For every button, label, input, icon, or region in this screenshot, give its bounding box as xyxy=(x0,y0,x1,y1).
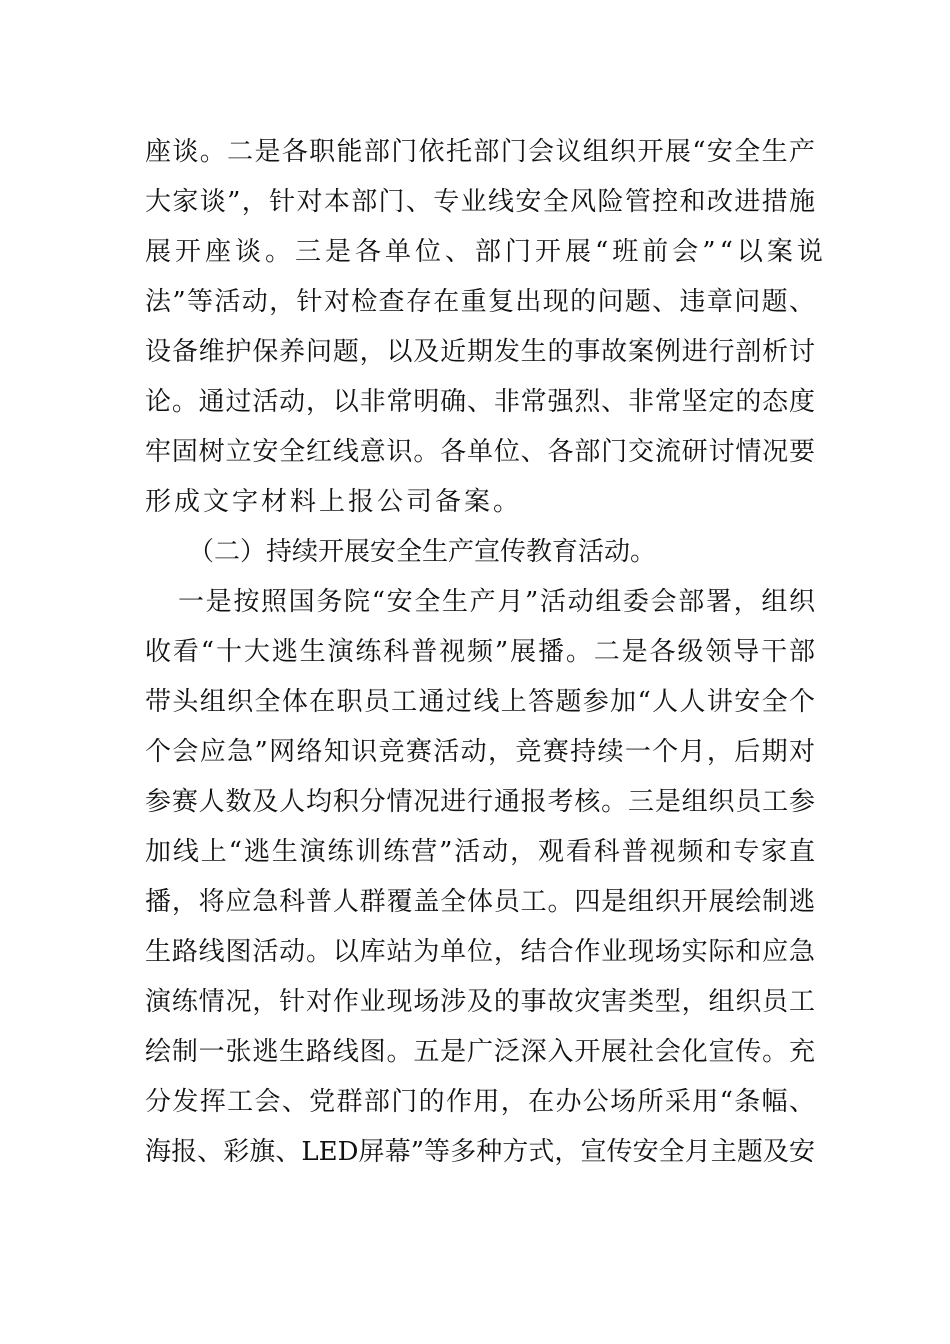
text-line: 论。通过活动，以非常明确、非常强烈、非常坚定的态度 xyxy=(145,387,815,417)
text-line: 法”等活动，针对检查存在重复出现的问题、违章问题、 xyxy=(145,287,815,317)
text-line: 牢固树立安全红线意识。各单位、各部门交流研讨情况要 xyxy=(145,437,815,467)
text-line: 一是按照国务院“安全生产月”活动组委会部署，组织 xyxy=(178,587,815,617)
text-line: 形成文字材料上报公司备案。 xyxy=(145,487,523,517)
text-line: 生路线图活动。以库站为单位，结合作业现场实际和应急 xyxy=(145,937,815,967)
text-line: 海报、彩旗、LED屏幕”等多种方式，宣传安全月主题及安 xyxy=(145,1137,815,1167)
text-line: 加线上“逃生演练训练营”活动，观看科普视频和专家直 xyxy=(145,837,815,867)
text-line: 参赛人数及人均积分情况进行通报考核。三是组织员工参 xyxy=(145,787,815,817)
text-line: 绘制一张逃生路线图。五是广泛深入开展社会化宣传。充 xyxy=(145,1037,815,1067)
text-line: 展开座谈。三是各单位、部门开展“班前会”“以案说 xyxy=(145,237,827,267)
text-line: 收看“十大逃生演练科普视频”展播。二是各级领导干部 xyxy=(145,637,815,667)
text-line: 带头组织全体在职员工通过线上答题参加“人人讲安全个 xyxy=(145,687,815,717)
text-line: 个会应急”网络知识竞赛活动，竞赛持续一个月，后期对 xyxy=(145,737,815,767)
section-heading: （二）持续开展安全生产宣传教育活动。 xyxy=(188,537,657,567)
text-line: 设备维护保养问题，以及近期发生的事故案例进行剖析讨 xyxy=(145,337,815,367)
text-line: 播，将应急科普人群覆盖全体员工。四是组织开展绘制逃 xyxy=(145,887,815,917)
text-line: 座谈。二是各职能部门依托部门会议组织开展“安全生产 xyxy=(145,137,815,167)
text-line: 演练情况，针对作业现场涉及的事故灾害类型，组织员工 xyxy=(145,987,815,1017)
text-line: 大家谈”，针对本部门、专业线安全风险管控和改进措施 xyxy=(145,187,815,217)
text-line: 分发挥工会、党群部门的作用，在办公场所采用“条幅、 xyxy=(145,1087,815,1117)
